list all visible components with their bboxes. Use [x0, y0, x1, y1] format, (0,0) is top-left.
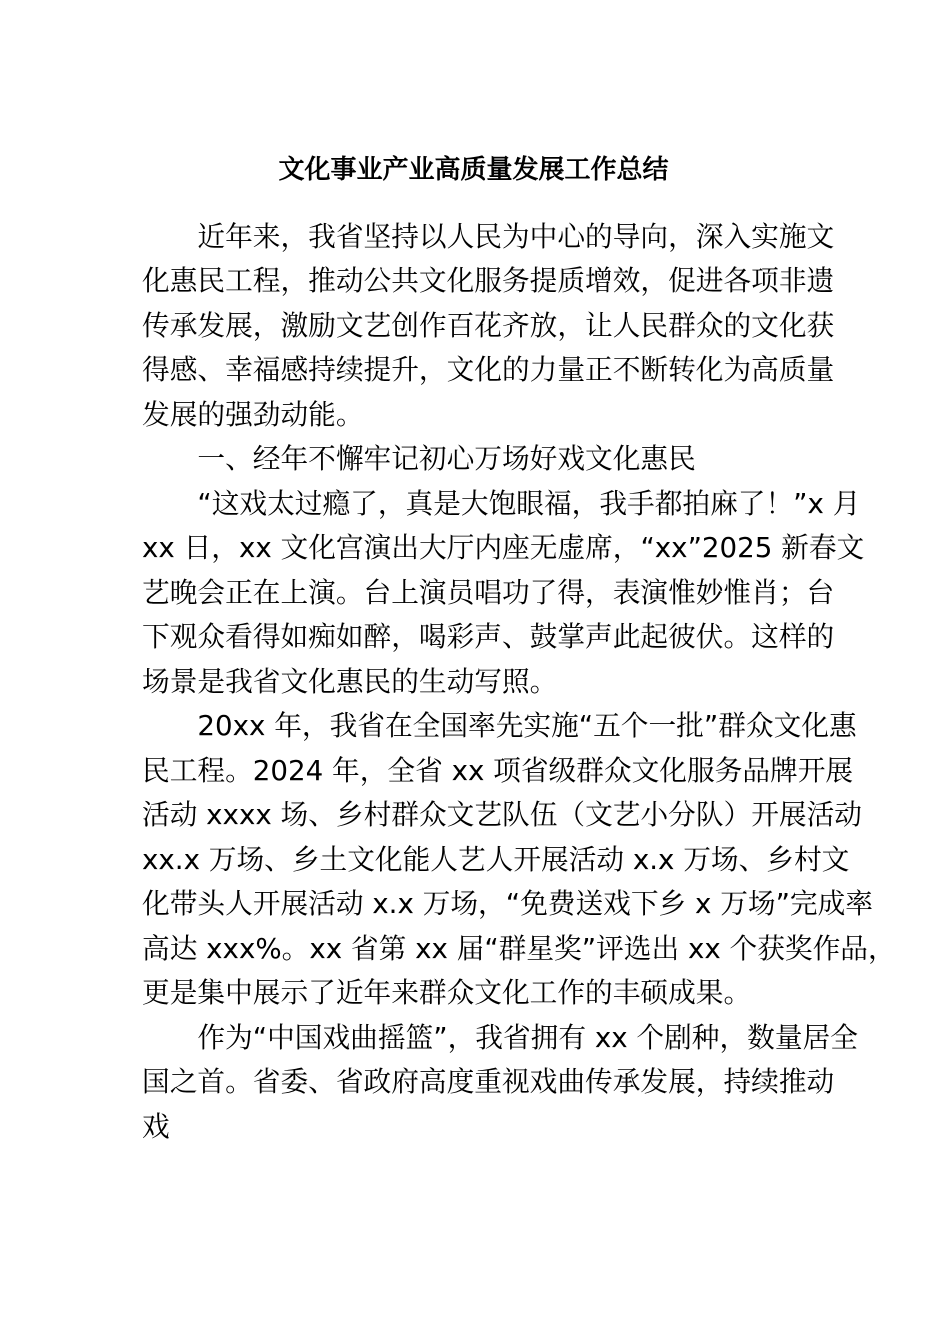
heading-line: 一、经年不懈牢记初心万场好戏文化惠民 — [197, 442, 696, 475]
text-line: 近年来，我省坚持以人民为中心的导向，深入实施文 — [197, 219, 835, 253]
text-line: xx.x 万场、乡土文化能人艺人开展活动 x.x 万场、乡村文 — [142, 842, 850, 876]
document-title: 文化事业产业高质量发展工作总结 — [278, 155, 669, 185]
paragraph-opera — [142, 1016, 858, 1150]
text-line: 化惠民工程，推动公共文化服务提质增效，促进各项非遗 — [142, 264, 835, 297]
text-line: 场景是我省文化惠民的生动写照。 — [142, 664, 558, 698]
text-line: 20xx 年，我省在全国率先实施“五个一批”群众文化惠 — [197, 709, 857, 742]
text-line: 活动 xxxx 场、乡村群众文艺队伍（文艺小分队）开展活动 — [142, 798, 862, 831]
text-line: 高达 xxx%。xx 省第 xx 届“群星奖”评选出 xx 个获奖作品， — [142, 931, 896, 965]
text-line: 得感、幸福感持续提升，文化的力量正不断转化为高质量 — [142, 353, 835, 386]
paragraph-anecdote — [142, 482, 865, 705]
paragraph-intro — [142, 215, 835, 438]
paragraph-statistics — [142, 704, 896, 1016]
section-heading — [142, 437, 805, 482]
text-line: 艺晚会正在上演。台上演员唱功了得，表演惟妙惟肖；台 — [142, 575, 835, 609]
text-line: 戏 — [142, 1109, 170, 1143]
text-line: 发展的强劲动能。 — [142, 397, 364, 431]
text-line: 传承发展，激励文艺创作百花齐放，让人民群众的文化获 — [142, 308, 835, 342]
text-line: xx 日，xx 文化宫演出大厅内座无虚席，“xx”2025 新春文 — [142, 531, 865, 564]
text-line: 民工程。2024 年，全省 xx 项省级群众文化服务品牌开展 — [142, 753, 854, 787]
document-body — [142, 215, 896, 1150]
text-line: 化带头人开展活动 x.x 万场，“免费送戏下乡 x 万场”完成率 — [142, 887, 873, 920]
text-line: 国之首。省委、省政府高度重视戏曲传承发展，持续推动 — [142, 1065, 835, 1098]
text-line: 作为“中国戏曲摇篮”，我省拥有 xx 个剧种，数量居全 — [197, 1020, 858, 1054]
text-line: 更是集中展示了近年来群众文化工作的丰硕成果。 — [142, 976, 752, 1009]
text-line: “这戏太过瘾了，真是大饱眼福，我手都拍麻了！”x 月 — [197, 486, 861, 520]
text-line: 下观众看得如痴如醉，喝彩声、鼓掌声此起彼伏。这样的 — [142, 620, 835, 653]
